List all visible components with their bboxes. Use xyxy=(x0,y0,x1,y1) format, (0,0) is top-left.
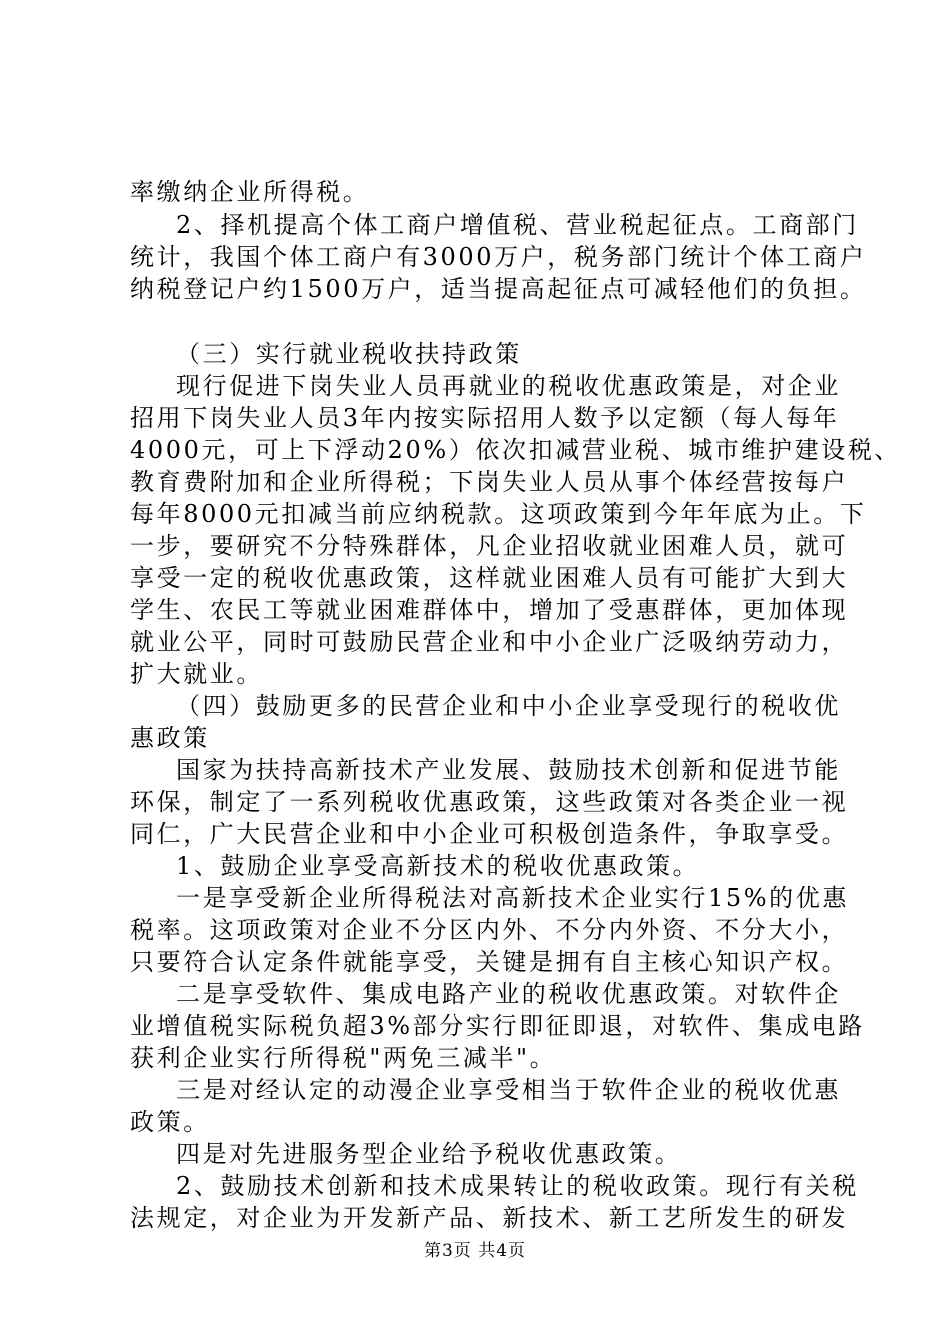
section-heading: （四）鼓励更多的民营企业和中小企业享受现行的税收优 xyxy=(176,692,841,720)
text-line: 每年8000元扣减当前应纳税款。这项政策到今年年底为止。下 xyxy=(130,500,867,528)
text-line: 国家为扶持高新技术产业发展、鼓励技术创新和促进节能 xyxy=(176,756,841,784)
section-heading: 惠政策 xyxy=(130,724,210,752)
text-line: 四是对先进服务型企业给予税收优惠政策。 xyxy=(176,1140,682,1168)
text-line: 2、择机提高个体工商户增值税、营业税起征点。工商部门 xyxy=(176,211,859,239)
text-line: 业增值税实际税负超3%部分实行即征即退，对软件、集成电路 xyxy=(130,1012,865,1040)
text-line: 2、鼓励技术创新和技术成果转让的税收政策。现行有关税 xyxy=(176,1172,859,1200)
page-number: 第3页 共4页 xyxy=(423,1241,527,1261)
text-line: 环保，制定了一系列税收优惠政策，这些政策对各类企业一视 xyxy=(130,788,849,816)
text-line: 纳税登记户约1500万户，适当提高起征点可减轻他们的负担。 xyxy=(130,275,867,303)
text-line: 只要符合认定条件就能享受，关键是拥有自主核心知识产权。 xyxy=(130,948,849,976)
text-line: 税率。这项政策对企业不分区内外、不分内外资、不分大小， xyxy=(130,916,849,944)
text-line: 1、鼓励企业享受高新技术的税收优惠政策。 xyxy=(176,852,700,880)
section-heading: （三）实行就业税收扶持政策 xyxy=(176,340,522,368)
text-line: 统计，我国个体工商户有3000万户，税务部门统计个体工商户 xyxy=(130,243,867,271)
text-line: 招用下岗失业人员3年内按实际招用人数予以定额（每人每年 xyxy=(130,404,840,432)
text-line: 现行促进下岗失业人员再就业的税收优惠政策是，对企业 xyxy=(176,372,841,400)
text-line: 获利企业实行所得税"两免三减半"。 xyxy=(130,1044,557,1072)
text-line: 学生、农民工等就业困难群体中，增加了受惠群体，更加体现 xyxy=(130,596,849,624)
text-line: 教育费附加和企业所得税；下岗失业人员从事个体经营按每户 xyxy=(130,468,849,496)
text-line: 率缴纳企业所得税。 xyxy=(130,178,370,206)
text-line: 法规定，对企业为开发新产品、新技术、新工艺所发生的研发 xyxy=(130,1204,849,1232)
text-line: 扩大就业。 xyxy=(130,660,263,688)
text-line: 一步，要研究不分特殊群体，凡企业招收就业困难人员，就可 xyxy=(130,532,849,560)
text-line: 同仁，广大民营企业和中小企业可积极创造条件，争取享受。 xyxy=(130,820,849,848)
text-line: 二是享受软件、集成电路产业的税收优惠政策。对软件企 xyxy=(176,980,841,1008)
text-line: 4000元，可上下浮动20%）依次扣减营业税、城市维护建设税、 xyxy=(130,436,902,464)
text-line: 三是对经认定的动漫企业享受相当于软件企业的税收优惠 xyxy=(176,1076,841,1104)
text-line: 享受一定的税收优惠政策，这样就业困难人员有可能扩大到大 xyxy=(130,564,849,592)
text-line: 一是享受新企业所得税法对高新技术企业实行15%的优惠 xyxy=(176,884,849,912)
text-line: 政策。 xyxy=(130,1108,210,1136)
text-line: 就业公平，同时可鼓励民营企业和中小企业广泛吸纳劳动力， xyxy=(130,628,849,656)
